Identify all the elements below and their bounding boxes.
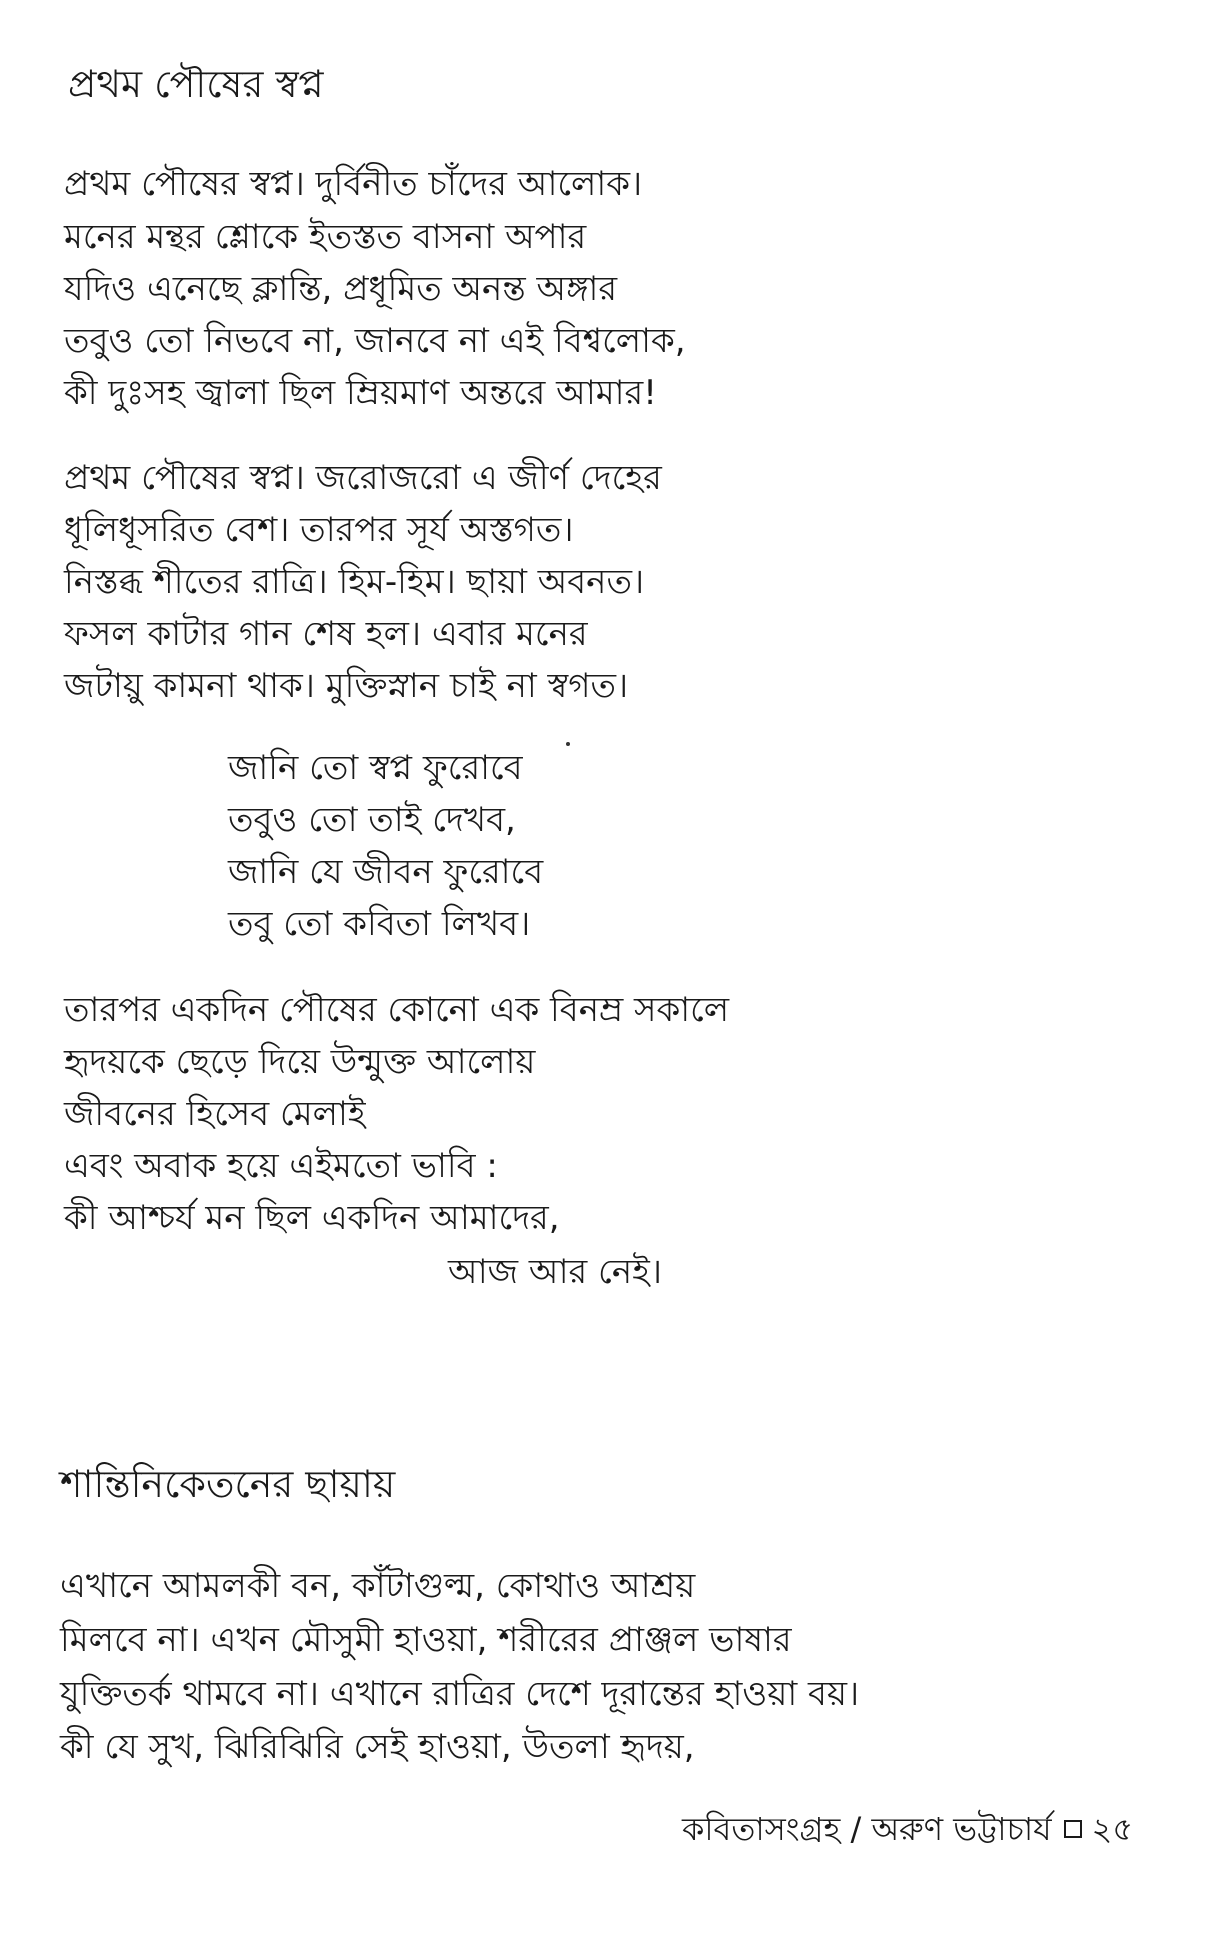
poem1-stanza4-line1: তারপর একদিন পৌষের কোনো এক বিনম্র সকালে [64, 990, 730, 1030]
ink-speck [566, 742, 570, 746]
page-footer [682, 1810, 1133, 1848]
poem1-stanza3-line3: জানি যে জীবন ফুরোবে [228, 852, 544, 892]
poem2-stanza1-line1: এখানে আমলকী বন, কাঁটাগুল্ম, কোথাও আশ্রয় [60, 1566, 696, 1606]
poem2-title: শান্তিনিকেতনের ছায়ায় [60, 1462, 396, 1506]
poem1-stanza4-line4: এবং অবাক হয়ে এইমতো ভাবি : [64, 1146, 498, 1186]
poem2-stanza1-line3: যুক্তিতর্ক থামবে না। এখানে রাত্রির দেশে দূরান্তের হাওয়া বয়। [60, 1674, 860, 1714]
poem1-stanza1-line3: যদিও এনেছে ক্লান্তি, প্রধূমিত অনন্ত অঙ্গার [64, 269, 618, 309]
poem1-stanza1-line4: তবুও তো নিভবে না, জানবে না এই বিশ্বলোক, [64, 321, 686, 361]
poem1-stanza1-line1: প্রথম পৌষের স্বপ্ন। দুর্বিনীত চাঁদের আলোক। [64, 164, 643, 204]
poem1-stanza3-line1: জানি তো স্বপ্ন ফুরোবে [228, 748, 523, 788]
poem1-stanza1-line5: কী দুঃসহ জ্বালা ছিল ম্রিয়মাণ অন্তরে আমার! [64, 373, 657, 413]
poem1-stanza2-line2: ধূলিধূসরিত বেশ। তারপর সূর্য অস্তগত। [64, 510, 574, 550]
poem1-stanza2-line3: নিস্তব্ধ শীতের রাত্রি। হিম-হিম। ছায়া অবনত। [64, 562, 645, 602]
poem1-stanza2-line4: ফসল কাটার গান শেষ হল। এবার মনের [64, 614, 588, 654]
poem1-stanza4-line6: আজ আর নেই। [448, 1252, 662, 1292]
poem1-stanza4-line5: কী আশ্চর্য মন ছিল একদিন আমাদের, [64, 1198, 560, 1238]
poem1-stanza3-line4: তবু তো কবিতা লিখব। [228, 904, 531, 944]
poem1-stanza3-line2: তবুও তো তাই দেখব, [228, 800, 516, 840]
poem1-stanza2-line1: প্রথম পৌষের স্বপ্ন। জরোজরো এ জীর্ণ দেহের [64, 458, 662, 498]
poem1-stanza4-line3: জীবনের হিসেব মেলাই [64, 1094, 366, 1134]
page-number: ২৫ [1091, 1810, 1134, 1848]
poem1-stanza2-line5: জটায়ু কামনা থাক। মুক্তিস্নান চাই না স্বগত। [64, 666, 629, 706]
poem2-stanza1-line4: কী যে সুখ, ঝিরিঝিরি সেই হাওয়া, উতলা হৃদয়, [60, 1727, 695, 1767]
poem1-title: প্রথম পৌষের স্বপ্ন [68, 62, 324, 106]
poem1-stanza1-line2: মনের মন্থর শ্লোকে ইতস্তত বাসনা অপার [64, 217, 587, 257]
poem2-stanza1-line2: মিলবে না। এখন মৌসুমী হাওয়া, শরীরের প্রাঞ্জল ভাষার [60, 1620, 792, 1660]
footer-book-author: কবিতাসংগ্রহ / অরুণ ভট্টাচার্য [682, 1810, 1052, 1848]
square-bullet-icon [1064, 1820, 1082, 1838]
poem1-stanza4-line2: হৃদয়কে ছেড়ে দিয়ে উন্মুক্ত আলোয় [64, 1042, 536, 1082]
